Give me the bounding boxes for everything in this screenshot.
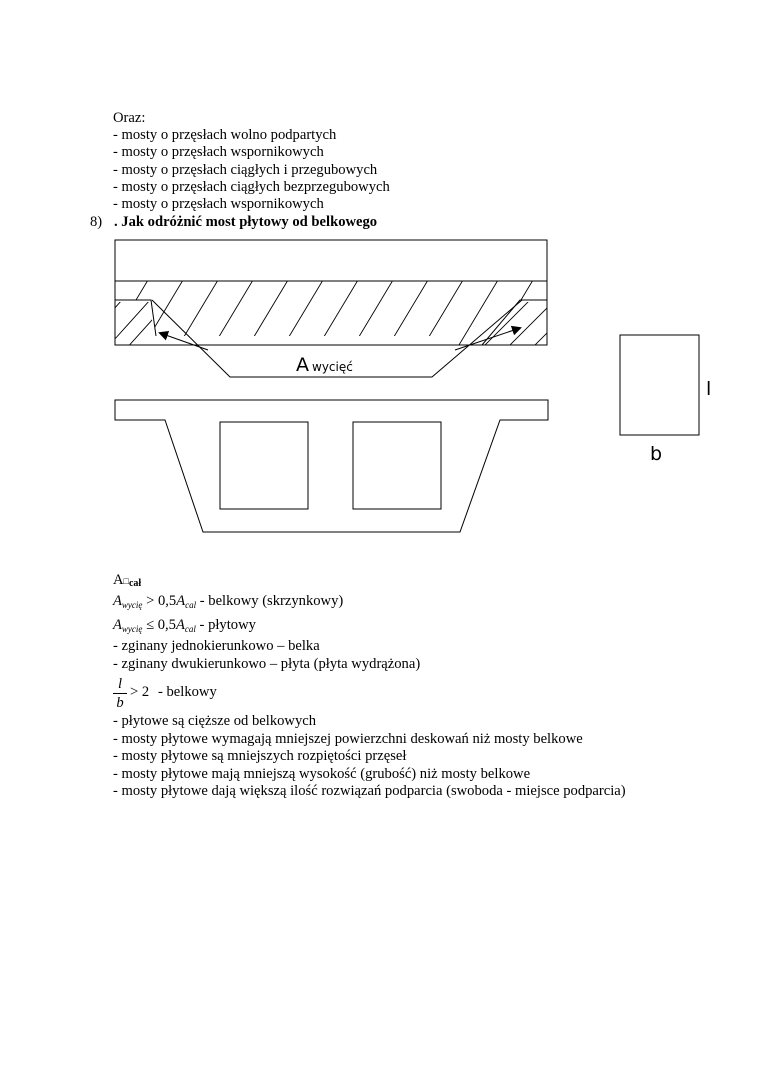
intro-line: - mosty o przęsłach ciągłych bezprzegubowych bbox=[113, 179, 390, 195]
ratio-rhs: > 2 bbox=[130, 684, 150, 700]
arrow-left-icon bbox=[160, 333, 208, 350]
a-cal-label: A□cał bbox=[113, 572, 142, 589]
bullet-item: - płytowe są cięższe od belkowych bbox=[113, 713, 317, 729]
label-wyciec: wycięć bbox=[312, 360, 353, 374]
bullet-item: - mosty płytowe dają większą ilość rozwiązań podparcia (swoboda - miejsce podparcia) bbox=[113, 783, 626, 799]
question-text: . Jak odróżnić most płytowy od belkowego bbox=[114, 214, 378, 230]
intro-line: - mosty o przęsłach wspornikowych bbox=[113, 144, 324, 160]
intro-line: - mosty o przęsłach ciągłych i przegubowych bbox=[113, 162, 378, 178]
intro-line: Oraz: bbox=[113, 110, 146, 126]
arrow-right-icon bbox=[455, 328, 520, 350]
bend-line: - zginany dwukierunkowo – płyta (płyta wydrążona) bbox=[113, 656, 421, 672]
box-girder-section bbox=[115, 400, 548, 532]
intro-line: - mosty o przęsłach wolno podpartych bbox=[113, 127, 337, 143]
label-A: A bbox=[296, 354, 309, 376]
formula-belkowy: $A_{wycię} > 0,5A_{cal}$ - belkowy (skrzynkowy) bbox=[113, 593, 344, 610]
label-l: l bbox=[706, 378, 712, 400]
question-number: 8) bbox=[90, 214, 103, 230]
bullet-item: - mosty płytowe są mniejszych rozpiętości przęseł bbox=[113, 748, 407, 764]
ratio-fraction: l b bbox=[113, 676, 127, 711]
bullet-item: - mosty płytowe wymagają mniejszej powierzchni deskowań niż mosty belkowe bbox=[113, 731, 583, 747]
intro-line: - mosty o przęsłach wspornikowych bbox=[113, 196, 324, 212]
formula-plytowy: $A_{wycię} \le 0,5A_{cal}$ - płytowy bbox=[113, 617, 256, 634]
ratio-desc: - belkowy bbox=[158, 684, 217, 700]
bend-line: - zginany jednokierunkowo – belka bbox=[113, 638, 320, 654]
slab-section bbox=[95, 240, 580, 377]
rectangle-lb bbox=[620, 335, 711, 465]
label-b: b bbox=[650, 443, 663, 465]
bullet-item: - mosty płytowe mają mniejszą wysokość (grubość) niż mosty belkowe bbox=[113, 766, 531, 782]
